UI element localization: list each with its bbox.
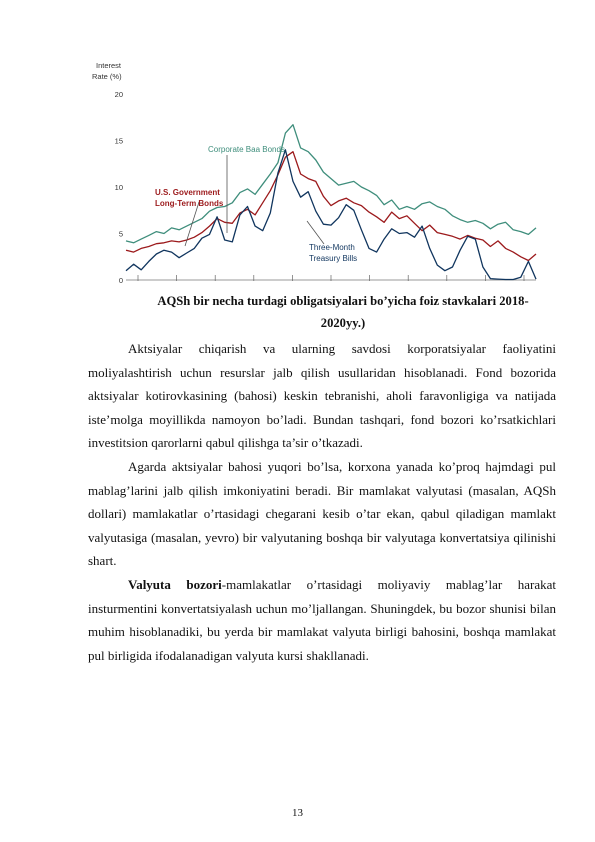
government-bonds-annotation-line-2: Long-Term Bonds <box>155 199 224 208</box>
body-text <box>88 337 556 667</box>
y-axis-label-line-2: Rate (%) <box>92 72 122 81</box>
corporate-bonds-annotation: Corporate Baa Bonds <box>208 145 285 154</box>
currency-market-term: Valyuta bozori <box>128 576 222 592</box>
y-tick-label: 10 <box>114 183 123 192</box>
y-tick-label: 5 <box>118 229 123 239</box>
y-tick-label: 0 <box>118 276 123 285</box>
y-tick-label: 20 <box>114 90 123 99</box>
chart-svg <box>88 55 548 287</box>
interest-rate-chart <box>88 55 548 287</box>
tbills-callout-line <box>307 221 324 244</box>
figure-caption <box>128 290 558 334</box>
tbills-annotation-line-2: Treasury Bills <box>309 254 358 263</box>
y-axis-label-line-1: Interest <box>96 61 122 70</box>
paragraph-3-text: -mamlakatlar o’rtasidagi moliyaviy mablag’lar harakat insturmentini konvertatsiyalash uchun mo’ljallangan. Shuningdek, bu bozor shunisi bilan muhim hisoblanadiki, bu yerda bir mamlakat valyuta birligi bahosini, boshqa mamlakat pul birligida ifodalanadigan valyuta kursi shakllanadi. <box>88 576 556 663</box>
page-number: 13 <box>292 807 303 819</box>
paragraph-3 <box>88 573 556 667</box>
tbills-annotation-line-1: Three-Month <box>309 243 355 252</box>
caption-line-2: 2020yy.) <box>320 316 366 330</box>
caption-line-1: AQSh bir necha turdagi obligatsiyalari bo’yicha foiz stavkalari 2018- <box>157 294 529 308</box>
government-bonds-annotation-line-1: U.S. Government <box>155 188 220 197</box>
paragraph-1: Aktsiyalar chiqarish va ularning savdosi korporatsiyalar faoliyatini moliyalashtirish uchun resurslar jalb qilish usullaridan hisoblanadi. Fond bozorida aktsiyalar kotirovkasining (bahosi) keskin tebranishi, aholi faravonligiga va natijada iste’molga moyillikda namoyon bo’ladi. Bundan tashqari, fond bozori ko’rsatkichlari investitsion qarorlarni qabul qilishga ta’sir o’tkazadi. <box>88 341 556 451</box>
paragraph-2: Agarda aktsiyalar bahosi yuqori bo’lsa, korxona yanada ko’proq hajmdagi pul mablag’larini jalb qilish imkoniyatini beradi. Bir mamlakat valyutasi (masalan, AQSh dollari) mamlakatlar o’rtasidagi chegarani kesib o’tar ekan, qabul qiladigan mamlakt valyutasiga (masalan, yevro) bir valyutaning boshqa bir valyutaga konvertatsiya qilinishi shart. <box>88 458 556 569</box>
government-callout-line <box>185 202 199 246</box>
y-tick-label: 15 <box>114 136 123 146</box>
